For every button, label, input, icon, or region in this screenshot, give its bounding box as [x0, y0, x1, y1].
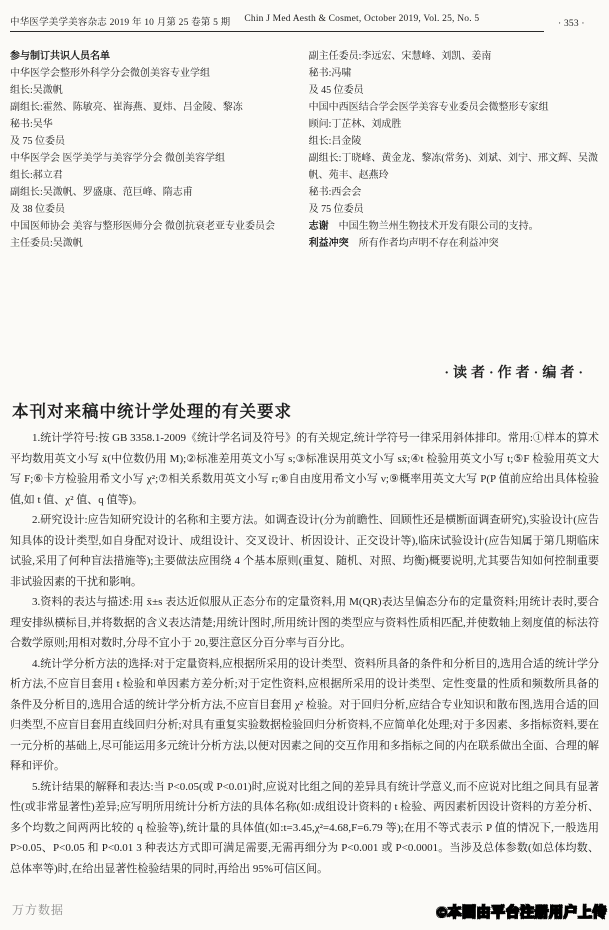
conflict-label: 利益冲突: [308, 238, 349, 249]
running-head-rule: [10, 14, 544, 32]
roster-line: 秘书:冯啸: [308, 68, 352, 79]
roster-line: 秘书:吴华: [10, 119, 53, 130]
article-title: 本刊对来稿中统计学处理的有关要求: [12, 402, 292, 421]
roster-line: 组长:郝立君: [10, 170, 63, 181]
roster-line: 中国中西医结合学会医学美容专业委员会微整形专家组: [308, 102, 549, 113]
journal-title-en: Chin J Med Aesth & Cosmet, October 2019, Vol. 25, No. 5: [244, 14, 480, 24]
section-heading-reader-author-editor: ·读者·作者·编者·: [444, 366, 587, 381]
roster-line: 及 38 位委员: [10, 204, 65, 215]
consensus-roster: [10, 48, 603, 252]
acknowledgement-line: [309, 218, 603, 235]
paragraph-analysis-method: 4.统计学分析方法的选择:对于定量资料,应根据所采用的设计类型、资料所具备的条件和分析目的,选用合适的统计学分析方法,不应盲目套用 t 检验和单因素方差分析;对于定性资料,应根据所采用的设计类型、定性变量的性质和频数所具备的条件及分析目的,选用合适的统计学分析方法,不应盲目套用 χ² 检验。对于回归分析,应结合专业知识和散布图,选用合适的回归类型,不应盲目套用直线回归分析;对具有重复实验数据检验回归分析资料,不应简单化处理;对于多因素、多指标资料,要在一元分析的基础上,尽可能运用多元统计分析方法,以便对因素之间的交互作用和多指标之间的内在联系做出全面、合理的解释和评价。: [10, 657, 599, 772]
roster-line: 副组长:吴溦帆、罗盛康、范巨峰、隋志甫: [10, 187, 193, 198]
roster-line: 副组长:丁晓峰、黄金龙、黎冻(常务)、刘斌、刘宁、邢文辉、吴溦帆、苑丰、赵燕玲: [308, 153, 599, 181]
running-head: [10, 14, 599, 32]
wanfang-watermark: 万方数据: [12, 903, 65, 917]
paragraph-data-description: 3.资料的表达与描述:用 x̄±s 表达近似服从正态分布的定量资料,用 M(QR)表达呈偏态分布的定量资料;用统计表时,要合理安排纵横标目,并将数据的含义表达清楚;用统计图时,所用统计图的类型应与资料性质相匹配,并使数轴上刻度值的标法符合数学原则;用相对数时,分母不宜小于 20,要注意区分百分率与百分比。: [10, 596, 599, 649]
acknowledgement-label: 志谢: [308, 221, 329, 232]
article-body: [10, 428, 599, 879]
roster-title: 参与制订共识人员名单: [10, 51, 110, 62]
roster-line: 中华医学会整形外科学分会微创美容专业学组: [10, 68, 210, 79]
roster-line: 组长:吴溦帆: [10, 85, 63, 96]
roster-line: 及 45 位委员: [308, 85, 364, 96]
roster-line: 副主任委员:李远宏、宋慧峰、刘凯、姜南: [308, 51, 492, 62]
roster-line: 顾问:丁芷林、刘成胜: [308, 119, 402, 130]
roster-line: 组长:吕金陵: [308, 136, 362, 147]
roster-line: 及 75 位委员: [308, 204, 364, 215]
upload-notice-watermark: ©本图由平台注册用户上传: [436, 906, 607, 921]
roster-line: 及 75 位委员: [10, 136, 65, 147]
acknowledgement-text: 中国生物兰州生物技术开发有限公司的支持。: [338, 221, 539, 232]
conflict-of-interest-line: [309, 235, 603, 252]
paragraph-result-interpretation: 5.统计结果的解释和表达:当 P<0.05(或 P<0.01)时,应说对比组之间的差异具有统计学意义,而不应说对比组之间具有显著性(或非常显著性)差异;应写明所用统计分析方法的具体名称(如:成组设计资料的 t 检验、两因素析因设计资料的方差分析、多个均数之间两两比较的 q 检验等),统计量的具体值(如:t=3.45,χ²=4.68,F=6.79 等);在用不等式表示 P 值的情况下,一般选用 P>0.05、P<0.05 和 P<0.01 3 种表达方式即可满足需要,无需再细分为 P<0.001 或 P<0.0001。当涉及总体参数(如总体均数、总体率等)时,在给出显著性检验结果的同时,再给出 95%可信区间。: [10, 780, 599, 875]
paragraph-statistical-symbols: 1.统计学符号:按 GB 3358.1-2009《统计学名词及符号》的有关规定,统计学符号一律采用斜体排印。常用:①样本的算术平均数用英文小写 x̄(中位数仍用 M);②标准差用英文小写 s;③标准误用英文小写 sx̄;④t 检验用英文小写 t;⑤F 检验用英文大写 F;⑥卡方检验用希文小写 χ²;⑦相关系数用英文小写 r;⑧自由度用希文小写 ν;⑨概率用英文大写 P(P 值前应给出具体检验值,如 t 值、χ² 值、q 值等)。: [10, 432, 599, 506]
conflict-text: 所有作者均声明不存在利益冲突: [358, 238, 499, 249]
roster-left-column: [10, 48, 299, 252]
roster-line: 秘书:西会会: [308, 187, 362, 198]
roster-line: 中国医师协会 美容与整形医师分会 微创抗衰老亚专业委员会: [10, 221, 275, 232]
journal-title-cn: 中华医学美学美容杂志 2019 年 10 月第 25 卷第 5 期: [10, 18, 231, 28]
page-number: · 353 ·: [558, 19, 585, 29]
roster-line: 副组长:霍然、陈敏亮、崔海燕、夏炜、吕金陵、黎冻: [10, 102, 243, 113]
roster-right-column: [309, 48, 603, 252]
paragraph-research-design: 2.研究设计:应告知研究设计的名称和主要方法。如调查设计(分为前瞻性、回顾性还是横断面调查研究),实验设计(应告知具体的设计类型,如自身配对设计、成组设计、交叉设计、析因设计、正交设计等),临床试验设计(应告知属于第几期临床试验,采用了何种盲法措施等);主要做法应围绕 4 个基本原则(重复、随机、对照、均衡)概要说明,尤其要告知如何控制重要非试验因素的干扰和影响。: [10, 514, 599, 588]
roster-line: 中华医学会 医学美学与美容学分会 微创美容学组: [10, 153, 225, 164]
roster-line: 主任委员:吴溦帆: [10, 238, 83, 249]
